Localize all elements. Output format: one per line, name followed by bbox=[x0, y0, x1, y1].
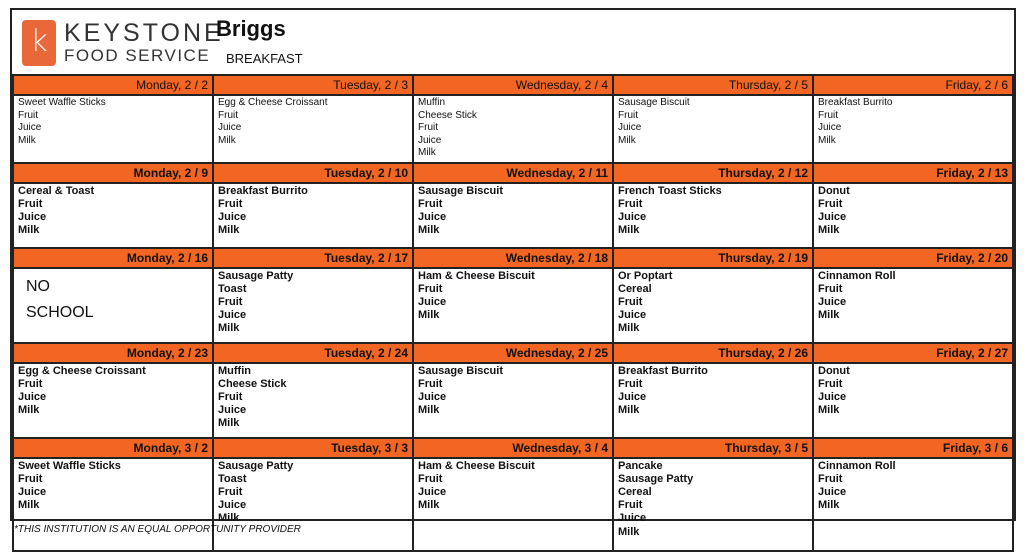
menu-item: Fruit bbox=[818, 472, 843, 485]
menu-item: Donut bbox=[818, 364, 850, 377]
menu-item: Egg & Cheese Croissant bbox=[18, 364, 146, 377]
day-menu-cell bbox=[813, 458, 1013, 551]
menu-item: Fruit bbox=[618, 109, 638, 121]
menu-item: Juice bbox=[218, 122, 242, 133]
menu-item: Milk bbox=[418, 147, 436, 158]
menu-item: Juice bbox=[218, 309, 247, 322]
menu-item: Sweet Waffle Sticks bbox=[18, 459, 121, 472]
menu-item: Juice bbox=[418, 134, 442, 146]
day-menu-cell bbox=[13, 363, 213, 438]
menu-item: Juice bbox=[18, 485, 47, 498]
week-header-row bbox=[13, 75, 1013, 95]
menu-item: Juice bbox=[818, 295, 847, 308]
menu-item: Juice bbox=[218, 404, 247, 417]
day-menu-cell bbox=[13, 458, 213, 551]
menu-item: Milk bbox=[418, 404, 440, 417]
school-name: Briggs bbox=[216, 16, 286, 41]
menu-item: Milk bbox=[818, 404, 840, 417]
menu-item: Toast bbox=[218, 472, 247, 485]
menu-item: Fruit bbox=[218, 197, 243, 210]
menu-item: Milk bbox=[818, 499, 840, 512]
menu-item: Fruit bbox=[418, 282, 443, 295]
day-date-label: Thursday, 2 / 5 bbox=[613, 75, 813, 95]
day-date-label: Thursday, 2 / 26 bbox=[613, 343, 813, 363]
day-menu-cell bbox=[13, 95, 213, 163]
day-date-label: Tuesday, 2 / 3 bbox=[213, 75, 413, 95]
day-date-label: Thursday, 3 / 5 bbox=[613, 438, 813, 458]
menu-item: Juice bbox=[618, 390, 647, 403]
footer-disclaimer: *THIS INSTITUTION IS AN EQUAL OPPORTUNITY PROVIDER bbox=[14, 524, 301, 535]
day-menu-cell bbox=[213, 268, 413, 343]
menu-item: Cinnamon Roll bbox=[818, 459, 896, 472]
menu-item: Milk bbox=[618, 525, 640, 538]
meal-type: BREAKFAST bbox=[226, 51, 303, 66]
menu-item: Fruit bbox=[218, 295, 243, 308]
menu-item: Fruit bbox=[618, 377, 643, 390]
menu-item: Fruit bbox=[418, 472, 443, 485]
day-menu-cell bbox=[613, 458, 813, 551]
menu-item: Fruit bbox=[418, 377, 443, 390]
day-menu-cell bbox=[413, 95, 613, 163]
menu-item: Ham & Cheese Biscuit bbox=[418, 459, 535, 472]
menu-item: Milk bbox=[18, 224, 40, 237]
day-menu-cell bbox=[613, 183, 813, 248]
menu-item: Sausage Patty bbox=[618, 472, 694, 485]
day-menu-cell bbox=[613, 95, 813, 163]
day-menu-cell bbox=[613, 268, 813, 343]
menu-item: Juice bbox=[418, 485, 447, 498]
day-date-label: Wednesday, 2 / 4 bbox=[413, 75, 613, 95]
day-menu-cell bbox=[213, 95, 413, 163]
day-date-label: Thursday, 2 / 19 bbox=[613, 248, 813, 268]
menu-item: Sausage Biscuit bbox=[418, 364, 503, 377]
menu-item: Breakfast Burrito bbox=[218, 184, 308, 197]
menu-calendar bbox=[12, 74, 1014, 552]
menu-item: Fruit bbox=[618, 295, 643, 308]
no-school-note-line: SCHOOL bbox=[26, 303, 94, 321]
menu-header bbox=[12, 10, 1014, 74]
menu-item: Cereal bbox=[618, 485, 652, 498]
menu-item: Milk bbox=[18, 404, 40, 417]
menu-item: Juice bbox=[418, 210, 447, 223]
day-date-label: Friday, 2 / 27 bbox=[813, 343, 1013, 363]
menu-item: Muffin bbox=[418, 97, 446, 108]
menu-item: Fruit bbox=[818, 282, 843, 295]
week-items-row bbox=[13, 268, 1013, 343]
week-items-row bbox=[13, 363, 1013, 438]
menu-item: Milk bbox=[218, 224, 240, 237]
menu-item: Milk bbox=[618, 404, 640, 417]
menu-item: Juice bbox=[818, 210, 847, 223]
day-date-label: Wednesday, 2 / 18 bbox=[413, 248, 613, 268]
menu-table bbox=[12, 74, 1014, 552]
menu-item: Cereal & Toast bbox=[18, 184, 95, 197]
menu-item: Fruit bbox=[418, 122, 438, 133]
menu-item: Milk bbox=[618, 322, 640, 335]
menu-item: Fruit bbox=[418, 197, 443, 210]
menu-item: Donut bbox=[818, 184, 850, 197]
day-menu-cell bbox=[13, 268, 213, 343]
week-header-row bbox=[13, 248, 1013, 268]
menu-item: Sausage Biscuit bbox=[418, 184, 503, 197]
menu-item: Juice bbox=[818, 122, 842, 133]
day-menu-cell bbox=[413, 363, 613, 438]
menu-item: Sweet Waffle Sticks bbox=[18, 97, 106, 108]
week-items-row bbox=[13, 95, 1013, 163]
day-date-label: Friday, 3 / 6 bbox=[813, 438, 1013, 458]
menu-item: Fruit bbox=[218, 390, 243, 403]
menu-item: Cinnamon Roll bbox=[818, 269, 896, 282]
menu-item: Juice bbox=[618, 210, 647, 223]
day-menu-cell bbox=[813, 363, 1013, 438]
day-date-label: Friday, 2 / 20 bbox=[813, 248, 1013, 268]
logo-brand-subtitle: FOOD SERVICE bbox=[64, 46, 211, 65]
menu-item: Juice bbox=[218, 210, 247, 223]
menu-item: Milk bbox=[818, 134, 836, 146]
menu-item: Juice bbox=[218, 499, 247, 512]
day-menu-cell bbox=[213, 458, 413, 551]
menu-item: Milk bbox=[618, 224, 640, 237]
menu-item: Milk bbox=[18, 134, 36, 146]
menu-item: Milk bbox=[418, 309, 440, 322]
week-items-row bbox=[13, 183, 1013, 248]
menu-item: Or Poptart bbox=[618, 269, 673, 282]
menu-item: Fruit bbox=[618, 499, 643, 512]
day-date-label: Tuesday, 2 / 10 bbox=[213, 163, 413, 183]
day-menu-cell bbox=[813, 268, 1013, 343]
menu-item: Ham & Cheese Biscuit bbox=[418, 269, 535, 282]
day-date-label: Wednesday, 3 / 4 bbox=[413, 438, 613, 458]
day-date-label: Monday, 2 / 16 bbox=[13, 248, 213, 268]
menu-item: Juice bbox=[618, 122, 642, 133]
day-menu-cell bbox=[613, 363, 813, 438]
day-menu-cell bbox=[813, 95, 1013, 163]
day-menu-cell bbox=[213, 183, 413, 248]
week-header-row bbox=[13, 163, 1013, 183]
menu-item: Milk bbox=[418, 224, 440, 237]
menu-item: French Toast Sticks bbox=[618, 184, 722, 197]
menu-item: Milk bbox=[218, 512, 240, 525]
day-date-label: Friday, 2 / 13 bbox=[813, 163, 1013, 183]
menu-item: Fruit bbox=[218, 109, 238, 121]
week-header-row bbox=[13, 343, 1013, 363]
menu-item: Juice bbox=[818, 485, 847, 498]
menu-item: Milk bbox=[618, 134, 636, 146]
menu-item: Milk bbox=[218, 417, 240, 430]
day-date-label: Tuesday, 2 / 24 bbox=[213, 343, 413, 363]
menu-item: Fruit bbox=[818, 377, 843, 390]
menu-item: Milk bbox=[418, 499, 440, 512]
day-date-label: Monday, 2 / 9 bbox=[13, 163, 213, 183]
logo-brand-name: KEYSTONE bbox=[64, 19, 224, 47]
menu-item: Breakfast Burrito bbox=[818, 97, 893, 108]
day-menu-cell bbox=[413, 458, 613, 551]
menu-item: Sausage Biscuit bbox=[618, 97, 690, 108]
day-date-label: Tuesday, 2 / 17 bbox=[213, 248, 413, 268]
menu-item: Fruit bbox=[818, 109, 838, 121]
menu-item: Cheese Stick bbox=[218, 377, 287, 390]
menu-item: Juice bbox=[418, 390, 447, 403]
menu-item: Milk bbox=[818, 309, 840, 322]
menu-item: Sausage Patty bbox=[218, 459, 294, 472]
menu-item: Pancake bbox=[618, 459, 663, 472]
day-date-label: Wednesday, 2 / 11 bbox=[413, 163, 613, 183]
menu-item: Fruit bbox=[18, 197, 43, 210]
menu-item: Breakfast Burrito bbox=[618, 364, 708, 377]
menu-item: Muffin bbox=[218, 364, 251, 377]
day-menu-cell bbox=[813, 183, 1013, 248]
menu-item: Milk bbox=[18, 499, 40, 512]
day-date-label: Monday, 2 / 23 bbox=[13, 343, 213, 363]
day-menu-cell bbox=[213, 363, 413, 438]
menu-item: Sausage Patty bbox=[218, 269, 294, 282]
menu-item: Egg & Cheese Croissant bbox=[218, 97, 328, 108]
menu-item: Toast bbox=[218, 282, 247, 295]
no-school-note bbox=[18, 270, 208, 326]
day-date-label: Monday, 3 / 2 bbox=[13, 438, 213, 458]
menu-item: Juice bbox=[618, 309, 647, 322]
no-school-note-line: NO bbox=[26, 277, 50, 295]
day-menu-cell bbox=[13, 183, 213, 248]
menu-item: Milk bbox=[218, 134, 236, 146]
menu-item: Cheese Stick bbox=[418, 109, 477, 121]
menu-item: Milk bbox=[818, 224, 840, 237]
logo-letter: k bbox=[30, 24, 48, 59]
menu-item: Cereal bbox=[618, 282, 652, 295]
day-date-label: Thursday, 2 / 12 bbox=[613, 163, 813, 183]
menu-item: Fruit bbox=[18, 377, 43, 390]
keystone-logo-icon bbox=[22, 20, 56, 66]
menu-item: Fruit bbox=[218, 485, 243, 498]
day-menu-cell bbox=[413, 268, 613, 343]
week-header-row bbox=[13, 438, 1013, 458]
day-date-label: Tuesday, 3 / 3 bbox=[213, 438, 413, 458]
menu-item: Milk bbox=[218, 322, 240, 335]
menu-item: Juice bbox=[418, 295, 447, 308]
menu-item: Juice bbox=[18, 390, 47, 403]
week-items-row bbox=[13, 458, 1013, 551]
menu-item: Fruit bbox=[618, 197, 643, 210]
menu-item: Juice bbox=[18, 122, 42, 133]
menu-item: Juice bbox=[18, 210, 47, 223]
menu-item: Juice bbox=[818, 390, 847, 403]
day-date-label: Friday, 2 / 6 bbox=[813, 75, 1013, 95]
menu-item: Juice bbox=[618, 512, 647, 525]
menu-item: Fruit bbox=[18, 109, 38, 121]
day-date-label: Wednesday, 2 / 25 bbox=[413, 343, 613, 363]
menu-item: Fruit bbox=[18, 472, 43, 485]
day-date-label: Monday, 2 / 2 bbox=[13, 75, 213, 95]
day-menu-cell bbox=[413, 183, 613, 248]
menu-item: Fruit bbox=[818, 197, 843, 210]
